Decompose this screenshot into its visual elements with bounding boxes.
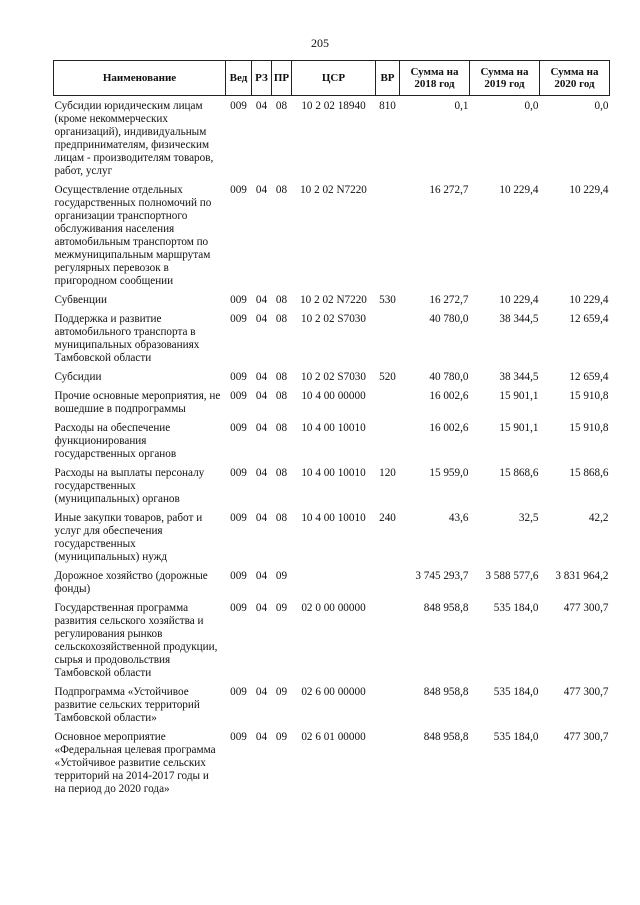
- row-pr: 08: [275, 390, 288, 402]
- row-csr: 10 2 02 S7030: [301, 371, 366, 383]
- row-csr: 10 2 02 S7030: [301, 313, 366, 325]
- row-name: Подпрограмма «Устойчивое развитие сельских территорий Тамбовской области»: [54, 686, 200, 724]
- row-rz: 04: [255, 371, 268, 383]
- row-sum-2019: 535 184,0: [493, 686, 539, 698]
- row-sum-2019: 10 229,4: [499, 294, 539, 306]
- row-sum-2020: 12 659,4: [569, 313, 609, 325]
- row-ved: 009: [230, 100, 247, 112]
- row-ved: 009: [230, 422, 247, 434]
- row-ved: 009: [230, 371, 247, 383]
- row-name: Расходы на выплаты персоналу государственных (муниципальных) органов: [54, 467, 205, 505]
- row-csr: [292, 570, 376, 602]
- row-name: Дорожное хозяйство (дорожные фонды): [54, 570, 208, 595]
- row-csr: 10 4 00 10010: [301, 467, 366, 479]
- row-ved: 009: [230, 390, 247, 402]
- row-sum-2019: 38 344,5: [499, 371, 539, 383]
- table-header: [54, 61, 610, 96]
- row-vr: [376, 602, 400, 686]
- row-sum-2018: 0,1: [454, 100, 469, 112]
- table-row: [54, 313, 610, 371]
- row-name: Поддержка и развитие автомобильного транспорта в муниципальных образованиях Тамбовской области: [54, 313, 200, 364]
- row-sum-2020: 15 910,8: [569, 390, 609, 402]
- row-name: Прочие основные мероприятия, не вошедшие в подпрограммы: [54, 390, 221, 415]
- row-sum-2019: 15 901,1: [499, 390, 539, 402]
- row-pr: 08: [275, 371, 288, 383]
- row-ved: 009: [230, 686, 247, 698]
- table-row: [54, 686, 610, 731]
- row-ved: 009: [230, 184, 247, 196]
- row-pr: 09: [275, 731, 288, 743]
- row-vr: 520: [379, 371, 396, 383]
- row-csr: 10 2 02 N7220: [300, 184, 367, 196]
- table-row: [54, 422, 610, 467]
- page-number: 205: [311, 36, 329, 50]
- row-rz: 04: [255, 512, 268, 524]
- row-sum-2020: 10 229,4: [569, 294, 609, 306]
- table-row: [54, 390, 610, 422]
- row-sum-2019: 535 184,0: [493, 602, 539, 614]
- row-ved: 009: [230, 294, 247, 306]
- row-csr: 10 4 00 10010: [301, 512, 366, 524]
- row-rz: 04: [255, 731, 268, 743]
- row-name: Субвенции: [54, 294, 107, 306]
- row-sum-2020: 477 300,7: [563, 686, 609, 698]
- table-row: [54, 371, 610, 390]
- row-sum-2018: 15 959,0: [429, 467, 469, 479]
- row-csr: 10 4 00 00000: [301, 390, 366, 402]
- table-row: [54, 602, 610, 686]
- table-row: [54, 570, 610, 602]
- header-pr: ПР: [272, 61, 292, 96]
- row-vr: [376, 184, 400, 294]
- row-sum-2019: 3 588 577,6: [485, 570, 539, 582]
- row-name: Субсидии юридическим лицам (кроме некоммерческих организаций), индивидуальным предпринимателям, физическим лицам - производителям товаров, работ, услуг: [54, 100, 214, 177]
- row-pr: 09: [275, 686, 288, 698]
- row-csr: 02 0 00 00000: [301, 602, 366, 614]
- table-row: [54, 512, 610, 570]
- row-name: Расходы на обеспечение функционирования государственных органов: [54, 422, 177, 460]
- row-sum-2020: 10 229,4: [569, 184, 609, 196]
- row-ved: 009: [230, 731, 247, 743]
- header-sum-2019: Сумма на 2019 год: [470, 61, 540, 96]
- row-pr: 08: [275, 512, 288, 524]
- row-pr: 08: [275, 422, 288, 434]
- row-ved: 009: [230, 313, 247, 325]
- table-row: [54, 96, 610, 185]
- row-sum-2018: 16 002,6: [429, 422, 469, 434]
- row-rz: 04: [255, 313, 268, 325]
- row-sum-2019: 15 901,1: [499, 422, 539, 434]
- row-sum-2018: 40 780,0: [429, 371, 469, 383]
- row-rz: 04: [255, 602, 268, 614]
- row-pr: 09: [275, 602, 288, 614]
- row-ved: 009: [230, 512, 247, 524]
- row-sum-2020: 42,2: [588, 512, 609, 524]
- header-sum-2020: Сумма на 2020 год: [540, 61, 610, 96]
- table-row: [54, 294, 610, 313]
- row-sum-2020: 477 300,7: [563, 602, 609, 614]
- row-sum-2019: 535 184,0: [493, 731, 539, 743]
- header-name: Наименование: [54, 61, 226, 96]
- row-sum-2018: 16 272,7: [429, 294, 469, 306]
- row-csr: 10 2 02 N7220: [300, 294, 367, 306]
- row-csr: 02 6 01 00000: [301, 731, 366, 743]
- row-vr: [376, 390, 400, 422]
- row-sum-2019: 0,0: [524, 100, 539, 112]
- row-pr: 08: [275, 100, 288, 112]
- row-sum-2020: 15 868,6: [569, 467, 609, 479]
- row-name: Осуществление отдельных государственных полномочий по организации транспортного обслуживания населения автомобильным транспортом по межмуниципальным маршрутам регулярных перевозок в пригородном сообщении: [54, 184, 212, 287]
- row-vr: [376, 570, 400, 602]
- row-sum-2018: 848 958,8: [423, 731, 469, 743]
- row-pr: 08: [275, 294, 288, 306]
- budget-table: [53, 60, 610, 802]
- row-rz: 04: [255, 570, 268, 582]
- row-name: Основное мероприятие «Федеральная целевая программа «Устойчивое развитие сельских территорий на 2014-2017 годы и на период до 2020 года»: [54, 731, 216, 795]
- row-vr: [376, 686, 400, 731]
- row-sum-2020: 15 910,8: [569, 422, 609, 434]
- row-rz: 04: [255, 686, 268, 698]
- row-sum-2018: 16 002,6: [429, 390, 469, 402]
- table-row: [54, 731, 610, 802]
- row-rz: 04: [255, 294, 268, 306]
- row-ved: 009: [230, 467, 247, 479]
- row-pr: 08: [275, 313, 288, 325]
- header-csr: ЦСР: [292, 61, 376, 96]
- row-name: Государственная программа развития сельского хозяйства и регулирования рынков сельскохозяйственной продукции, сырья и продовольствия Тамбовской области: [54, 602, 218, 679]
- row-rz: 04: [255, 422, 268, 434]
- row-csr: 10 4 00 10010: [301, 422, 366, 434]
- row-name: Иные закупки товаров, работ и услуг для обеспечения государственных (муниципальных) нужд: [54, 512, 203, 563]
- row-ved: 009: [230, 602, 247, 614]
- row-vr: 240: [379, 512, 396, 524]
- row-csr: 02 6 00 00000: [301, 686, 366, 698]
- row-rz: 04: [255, 184, 268, 196]
- row-sum-2020: 12 659,4: [569, 371, 609, 383]
- row-vr: 810: [379, 100, 396, 112]
- row-sum-2019: 10 229,4: [499, 184, 539, 196]
- row-sum-2018: 848 958,8: [423, 686, 469, 698]
- table-row: [54, 467, 610, 512]
- row-rz: 04: [255, 467, 268, 479]
- table-body: [54, 96, 610, 803]
- row-pr: 09: [275, 570, 288, 582]
- row-sum-2019: 38 344,5: [499, 313, 539, 325]
- row-pr: 08: [275, 467, 288, 479]
- row-sum-2018: 848 958,8: [423, 602, 469, 614]
- row-vr: [376, 731, 400, 802]
- row-sum-2018: 16 272,7: [429, 184, 469, 196]
- row-sum-2018: 43,6: [448, 512, 469, 524]
- row-vr: [376, 313, 400, 371]
- row-name: Субсидии: [54, 371, 102, 383]
- row-sum-2020: 3 831 964,2: [555, 570, 609, 582]
- row-sum-2018: 3 745 293,7: [415, 570, 469, 582]
- row-sum-2020: 0,0: [594, 100, 609, 112]
- header-sum-2018: Сумма на 2018 год: [400, 61, 470, 96]
- row-pr: 08: [275, 184, 288, 196]
- row-csr: 10 2 02 18940: [301, 100, 366, 112]
- header-rz: РЗ: [252, 61, 272, 96]
- row-vr: 530: [379, 294, 396, 306]
- row-sum-2020: 477 300,7: [563, 731, 609, 743]
- row-vr: [376, 422, 400, 467]
- header-ved: Вед: [226, 61, 252, 96]
- row-rz: 04: [255, 100, 268, 112]
- header-vr: ВР: [376, 61, 400, 96]
- table-row: [54, 184, 610, 294]
- row-ved: 009: [230, 570, 247, 582]
- row-sum-2019: 15 868,6: [499, 467, 539, 479]
- row-sum-2019: 32,5: [518, 512, 539, 524]
- row-sum-2018: 40 780,0: [429, 313, 469, 325]
- row-rz: 04: [255, 390, 268, 402]
- row-vr: 120: [379, 467, 396, 479]
